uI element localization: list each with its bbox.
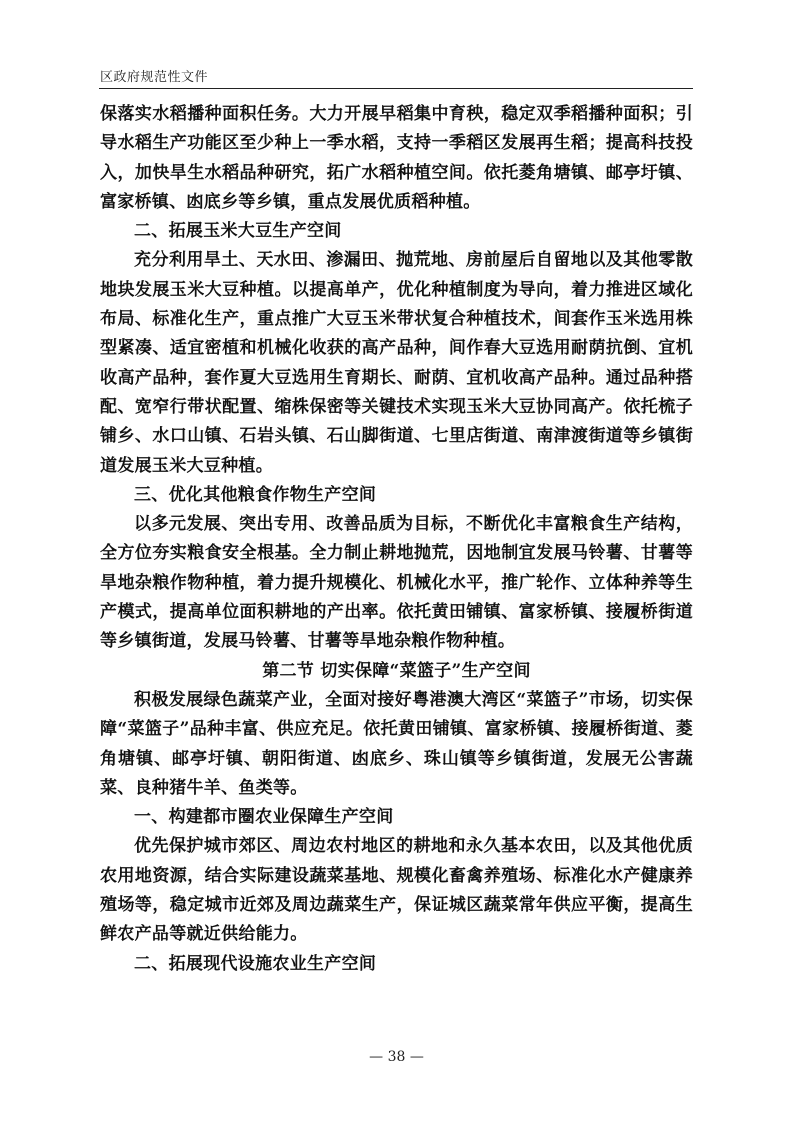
- heading-metro-agriculture: 一、构建都市圈农业保障生产空间: [134, 807, 394, 828]
- document-header: 区政府规范性文件: [100, 70, 209, 85]
- document-body: [100, 100, 693, 979]
- heading-other-grain: 三、优化其他粮食作物生产空间: [134, 484, 377, 505]
- paragraph-rice: 保落实水稻播种面积任务。大力开展早稻集中育秧，稳定双季稻播种面积；引导水稻生产功能区至少种上一季水稻，支持一季稻区发展再生稻；提高科技投入，加快旱生水稻品种研究，拓广水稻种植空间。依托菱角塘镇、邮亭圩镇、富家桥镇、凼底乡等乡镇，重点发展优质稻种植。: [100, 104, 693, 212]
- paragraph-corn-soybean: 充分利用旱土、天水田、渗漏田、抛荒地、房前屋后自留地以及其他零散地块发展玉米大豆种植。以提高单产，优化种植制度为导向，着力推进区域化布局、标准化生产，重点推广大豆玉米带状复合种植技术，间套作玉米选用株型紧凑、适宜密植和机械化收获的高产品种，间作春大豆选用耐荫抗倒、宜机收高产品种，套作夏大豆选用生育期长、耐荫、宜机收高产品种。通过品种搭配、宽窄行带状配置、缩株保密等关键技术实现玉米大豆协同高产。依托梳子铺乡、水口山镇、石岩头镇、石山脚街道、七里店街道、南津渡街道等乡镇街道发展玉米大豆种植。: [100, 250, 693, 476]
- header-divider: [99, 88, 693, 89]
- section-title-vegetable-basket: 第二节 切实保障“菜篮子”生产空间: [262, 660, 531, 681]
- page-number: — 38 —: [369, 1049, 424, 1065]
- paragraph-other-grain: 以多元发展、突出专用、改善品质为目标，不断优化丰富粮食生产结构，全方位夯实粮食安全根基。全力制止耕地抛荒，因地制宜发展马铃薯、甘薯等旱地杂粮作物种植，着力提升规模化、机械化水平，推广轮作、立体种养等生产模式，提高单位面积耕地的产出率。依托黄田铺镇、富家桥镇、接履桥街道等乡镇街道，发展马铃薯、甘薯等旱地杂粮作物种植。: [100, 514, 693, 652]
- heading-facility-agriculture: 二、拓展现代设施农业生产空间: [134, 953, 377, 974]
- heading-corn-soybean: 二、拓展玉米大豆生产空间: [134, 221, 342, 242]
- paragraph-metro-agriculture: 优先保护城市郊区、周边农村地区的耕地和永久基本农田，以及其他优质农用地资源，结合实际建设蔬菜基地、规模化畜禽养殖场、标准化水产健康养殖场等，稳定城市近郊及周边蔬菜生产，保证城区蔬菜常年供应平衡，提高生鲜农产品等就近供给能力。: [100, 836, 693, 945]
- paragraph-vegetable-basket: 积极发展绿色蔬菜产业，全面对接好粤港澳大湾区“菜篮子”市场，切实保障“菜篮子”品种丰富、供应充足。依托黄田铺镇、富家桥镇、接履桥街道、菱角塘镇、邮亭圩镇、朝阳街道、凼底乡、珠山镇等乡镇街道，发展无公害蔬菜、良种猪牛羊、鱼类等。: [100, 689, 693, 798]
